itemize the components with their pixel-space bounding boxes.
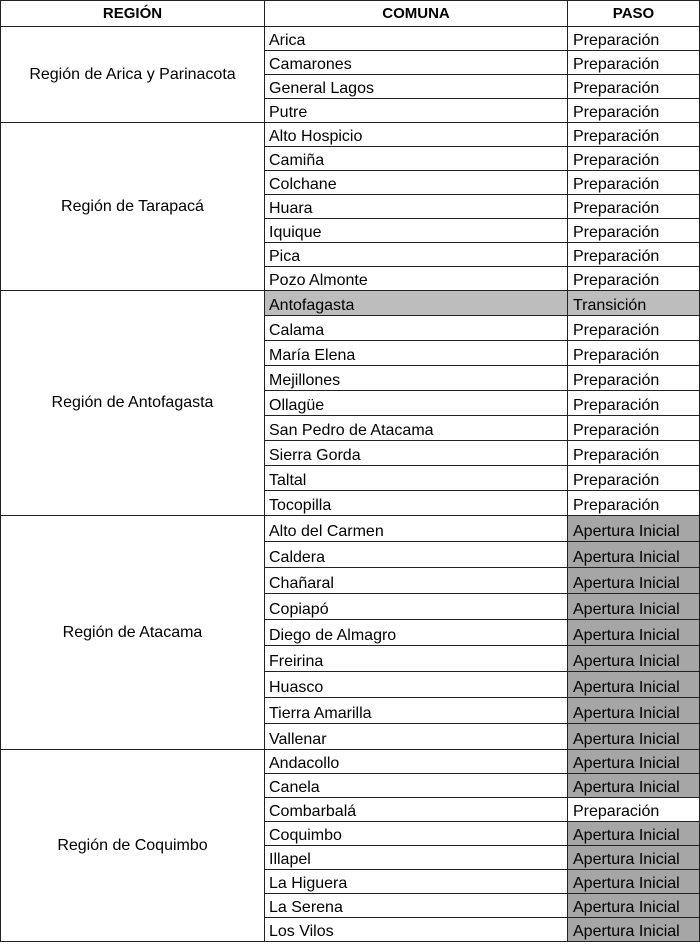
comuna-cell: Coquimbo (265, 822, 568, 846)
paso-cell: Apertura Inicial (568, 724, 700, 750)
comuna-cell: Arica (265, 27, 568, 51)
comuna-cell: La Higuera (265, 870, 568, 894)
comuna-cell: Freirina (265, 646, 568, 672)
comuna-cell: Mejillones (265, 366, 568, 391)
comuna-cell: Caldera (265, 542, 568, 568)
comuna-cell: María Elena (265, 341, 568, 366)
paso-cell: Preparación (568, 243, 700, 267)
paso-cell: Preparación (568, 75, 700, 99)
comuna-cell: Huara (265, 195, 568, 219)
comuna-cell: Pozo Almonte (265, 267, 568, 291)
comuna-cell: Alto Hospicio (265, 123, 568, 147)
table-row (1, 291, 700, 316)
comuna-cell: Putre (265, 99, 568, 123)
region-cell: Región de Coquimbo (1, 750, 265, 942)
comuna-cell: General Lagos (265, 75, 568, 99)
table-row (1, 750, 700, 774)
paso-cell: Preparación (568, 341, 700, 366)
comuna-cell: Illapel (265, 846, 568, 870)
paso-cell: Apertura Inicial (568, 568, 700, 594)
paso-cell: Apertura Inicial (568, 894, 700, 918)
comuna-cell: Combarbalá (265, 798, 568, 822)
paso-cell: Apertura Inicial (568, 750, 700, 774)
paso-cell: Preparación (568, 491, 700, 516)
paso-cell: Apertura Inicial (568, 918, 700, 942)
paso-cell: Apertura Inicial (568, 822, 700, 846)
comuna-cell: Camarones (265, 51, 568, 75)
region-cell: Región de Antofagasta (1, 291, 265, 516)
paso-cell: Preparación (568, 219, 700, 243)
comuna-cell: Camiña (265, 147, 568, 171)
comuna-cell: Calama (265, 316, 568, 341)
paso-cell: Preparación (568, 51, 700, 75)
paso-cell: Apertura Inicial (568, 870, 700, 894)
paso-cell: Preparación (568, 99, 700, 123)
comuna-cell: Canela (265, 774, 568, 798)
table-header (1, 1, 700, 27)
comuna-cell: Pica (265, 243, 568, 267)
paso-cell: Apertura Inicial (568, 774, 700, 798)
region-cell: Región de Atacama (1, 516, 265, 750)
paso-cell: Preparación (568, 195, 700, 219)
paso-cell: Preparación (568, 27, 700, 51)
comuna-cell: Chañaral (265, 568, 568, 594)
comuna-cell: La Serena (265, 894, 568, 918)
region-cell: Región de Tarapacá (1, 123, 265, 291)
paso-cell: Preparación (568, 466, 700, 491)
paso-cell: Apertura Inicial (568, 516, 700, 542)
table-row (1, 123, 700, 147)
header-comuna: COMUNA (265, 1, 568, 27)
comuna-cell: Tocopilla (265, 491, 568, 516)
comuna-cell: San Pedro de Atacama (265, 416, 568, 441)
paso-cell: Preparación (568, 316, 700, 341)
paso-cell: Apertura Inicial (568, 698, 700, 724)
paso-cell: Preparación (568, 267, 700, 291)
table-row (1, 27, 700, 51)
paso-cell: Transición (568, 291, 700, 316)
comuna-cell: Vallenar (265, 724, 568, 750)
comuna-cell: Copiapó (265, 594, 568, 620)
comuna-cell: Ollagüe (265, 391, 568, 416)
paso-cell: Apertura Inicial (568, 846, 700, 870)
paso-cell: Preparación (568, 391, 700, 416)
paso-cell: Preparación (568, 171, 700, 195)
comuna-cell: Huasco (265, 672, 568, 698)
paso-cell: Apertura Inicial (568, 620, 700, 646)
region-cell: Región de Arica y Parinacota (1, 27, 265, 123)
comuna-cell: Tierra Amarilla (265, 698, 568, 724)
comuna-cell: Diego de Almagro (265, 620, 568, 646)
comuna-cell: Sierra Gorda (265, 441, 568, 466)
header-region: REGIÓN (1, 1, 265, 27)
paso-cell: Preparación (568, 123, 700, 147)
comuna-cell: Colchane (265, 171, 568, 195)
header-row (1, 1, 700, 27)
paso-cell: Preparación (568, 441, 700, 466)
paso-cell: Preparación (568, 147, 700, 171)
table-body (1, 27, 700, 942)
paso-cell: Apertura Inicial (568, 594, 700, 620)
paso-cell: Preparación (568, 798, 700, 822)
comuna-cell: Andacollo (265, 750, 568, 774)
comuna-cell: Iquique (265, 219, 568, 243)
comuna-cell: Alto del Carmen (265, 516, 568, 542)
paso-cell: Preparación (568, 416, 700, 441)
paso-cell: Preparación (568, 366, 700, 391)
paso-cell: Apertura Inicial (568, 646, 700, 672)
paso-cell: Apertura Inicial (568, 672, 700, 698)
header-paso: PASO (568, 1, 700, 27)
comuna-cell: Taltal (265, 466, 568, 491)
comuna-cell: Antofagasta (265, 291, 568, 316)
comuna-cell: Los Vilos (265, 918, 568, 942)
table-row (1, 516, 700, 542)
paso-cell: Apertura Inicial (568, 542, 700, 568)
